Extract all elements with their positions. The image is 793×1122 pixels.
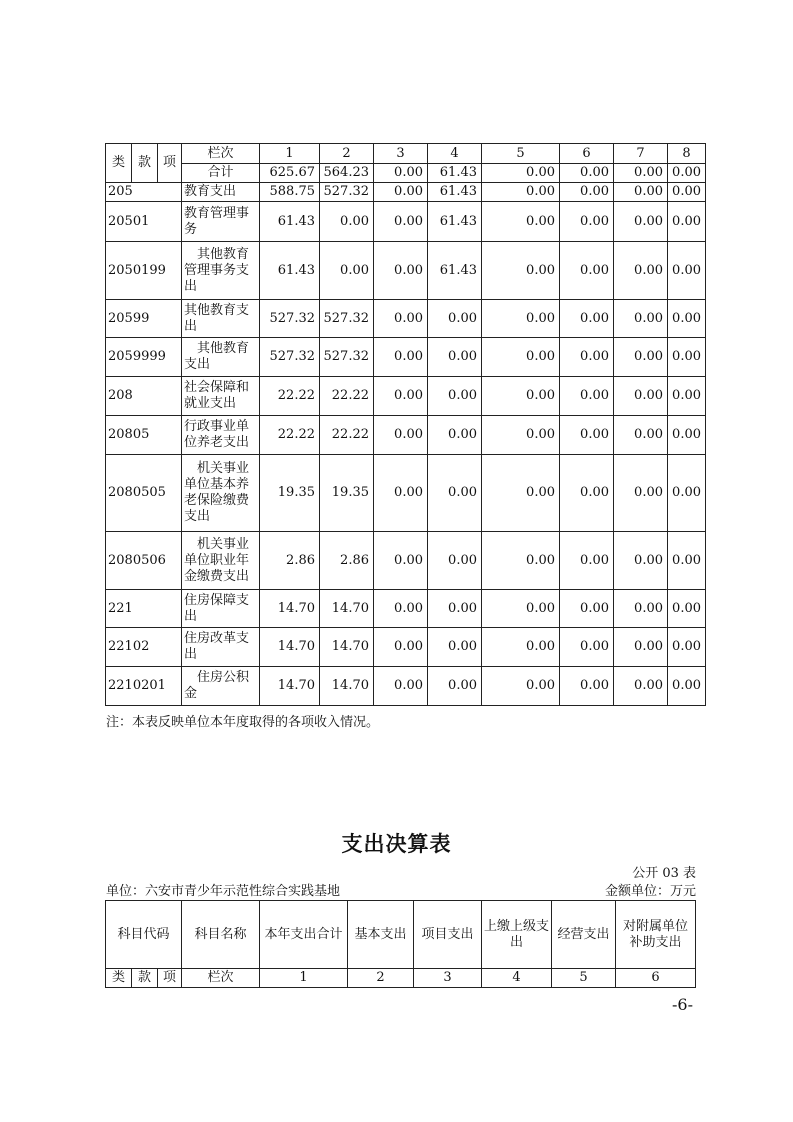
amount-cell: 0.00 — [482, 416, 560, 455]
amount-cell: 0.00 — [482, 338, 560, 377]
subject-name: 教育管理事务 — [182, 202, 260, 242]
amount-cell: 0.00 — [668, 667, 706, 706]
amount-cell: 0.00 — [560, 628, 614, 667]
col-number: 1 — [260, 144, 320, 164]
sub-xiang: 项 — [158, 969, 182, 988]
amount-cell: 0.00 — [560, 183, 614, 202]
page-number: -6- — [672, 995, 693, 1014]
header-kuan: 款 — [132, 144, 158, 183]
subject-code: 22102 — [106, 628, 182, 667]
col-number: 6 — [616, 969, 696, 988]
header-lei: 类 — [106, 144, 132, 183]
amount-cell: 61.43 — [260, 202, 320, 242]
sub-kuan: 款 — [132, 969, 158, 988]
amount-cell: 0.00 — [374, 532, 428, 590]
amount-cell: 0.00 — [668, 532, 706, 590]
table-row — [106, 183, 706, 202]
table-row — [106, 590, 706, 628]
total-label: 合计 — [182, 164, 260, 183]
amount-cell: 527.32 — [320, 183, 374, 202]
header-operating: 经营支出 — [552, 901, 616, 969]
amount-cell: 0.00 — [374, 590, 428, 628]
header-lanci: 栏次 — [182, 144, 260, 164]
amount-cell: 0.00 — [374, 455, 428, 532]
amount-cell: 0.00 — [428, 532, 482, 590]
amount-cell: 0.00 — [482, 242, 560, 300]
amount-cell: 0.00 — [482, 377, 560, 416]
total-value: 0.00 — [560, 164, 614, 183]
sub-lanci: 栏次 — [182, 969, 260, 988]
amount-cell: 0.00 — [482, 300, 560, 338]
amount-cell: 0.00 — [614, 242, 668, 300]
subject-name: 住房改革支出 — [182, 628, 260, 667]
table-row — [106, 455, 706, 532]
amount-cell: 527.32 — [320, 300, 374, 338]
table-row — [106, 338, 706, 377]
table-row — [106, 377, 706, 416]
table-row — [106, 667, 706, 706]
header-basic: 基本支出 — [348, 901, 414, 969]
amount-cell: 0.00 — [668, 377, 706, 416]
sub-lei: 类 — [106, 969, 132, 988]
subject-name: 其他教育支出 — [182, 300, 260, 338]
amount-cell: 0.00 — [614, 338, 668, 377]
col-number: 6 — [560, 144, 614, 164]
amount-cell: 22.22 — [320, 377, 374, 416]
amount-cell: 0.00 — [668, 416, 706, 455]
subject-name: 住房公积金 — [182, 667, 260, 706]
table-row — [106, 628, 706, 667]
amount-cell: 0.00 — [614, 377, 668, 416]
subject-code: 2059999 — [106, 338, 182, 377]
header-total: 本年支出合计 — [260, 901, 348, 969]
amount-cell: 0.00 — [428, 455, 482, 532]
page-title: 支出决算表 — [341, 832, 452, 856]
income-table — [105, 143, 706, 706]
amount-cell: 2.86 — [320, 532, 374, 590]
col-number: 8 — [668, 144, 706, 164]
amount-cell: 0.00 — [614, 202, 668, 242]
amount-cell: 0.00 — [482, 532, 560, 590]
subject-name: 机关事业单位职业年金缴费支出 — [182, 532, 260, 590]
amount-cell: 61.43 — [428, 242, 482, 300]
amount-cell: 527.32 — [320, 338, 374, 377]
subject-name: 其他教育支出 — [182, 338, 260, 377]
amount-cell: 0.00 — [482, 202, 560, 242]
amount-cell: 0.00 — [374, 300, 428, 338]
amount-cell: 0.00 — [428, 377, 482, 416]
money-unit-label: 金额单位：万元 — [604, 884, 696, 899]
unit-label: 单位：六安市青少年示范性综合实践基地 — [106, 884, 341, 899]
amount-cell: 0.00 — [482, 628, 560, 667]
col-number: 2 — [348, 969, 414, 988]
subject-code: 20599 — [106, 300, 182, 338]
amount-cell: 0.00 — [560, 377, 614, 416]
header-subsidy: 对附属单位补助支出 — [616, 901, 696, 969]
table-row — [106, 300, 706, 338]
subject-code: 221 — [106, 590, 182, 628]
total-value: 61.43 — [428, 164, 482, 183]
subject-name: 行政事业单位养老支出 — [182, 416, 260, 455]
subject-code: 2080506 — [106, 532, 182, 590]
col-number: 5 — [552, 969, 616, 988]
amount-cell: 0.00 — [320, 242, 374, 300]
col-number: 3 — [414, 969, 482, 988]
amount-cell: 0.00 — [614, 300, 668, 338]
amount-cell: 0.00 — [560, 242, 614, 300]
amount-cell: 0.00 — [374, 242, 428, 300]
amount-cell: 0.00 — [560, 338, 614, 377]
subject-code: 208 — [106, 377, 182, 416]
amount-cell: 0.00 — [668, 300, 706, 338]
amount-cell: 0.00 — [668, 455, 706, 532]
col-number: 5 — [482, 144, 560, 164]
amount-cell: 0.00 — [482, 590, 560, 628]
amount-cell: 19.35 — [260, 455, 320, 532]
table-row — [106, 416, 706, 455]
amount-cell: 0.00 — [374, 377, 428, 416]
amount-cell: 0.00 — [482, 183, 560, 202]
subject-name: 其他教育管理事务支出 — [182, 242, 260, 300]
amount-cell: 0.00 — [614, 416, 668, 455]
amount-cell: 0.00 — [668, 338, 706, 377]
amount-cell: 0.00 — [428, 338, 482, 377]
amount-cell: 14.70 — [320, 628, 374, 667]
total-value: 625.67 — [260, 164, 320, 183]
amount-cell: 0.00 — [560, 590, 614, 628]
col-number: 1 — [260, 969, 348, 988]
col-number: 7 — [614, 144, 668, 164]
amount-cell: 0.00 — [482, 455, 560, 532]
amount-cell: 0.00 — [560, 532, 614, 590]
col-number: 3 — [374, 144, 428, 164]
amount-cell: 0.00 — [614, 455, 668, 532]
amount-cell: 0.00 — [560, 667, 614, 706]
amount-cell: 61.43 — [428, 183, 482, 202]
amount-cell: 19.35 — [320, 455, 374, 532]
amount-cell: 14.70 — [260, 667, 320, 706]
header-xiang: 项 — [158, 144, 182, 183]
amount-cell: 0.00 — [614, 532, 668, 590]
subject-code: 20501 — [106, 202, 182, 242]
amount-cell: 0.00 — [668, 183, 706, 202]
amount-cell: 2.86 — [260, 532, 320, 590]
amount-cell: 0.00 — [374, 202, 428, 242]
col-number: 4 — [482, 969, 552, 988]
total-value: 0.00 — [614, 164, 668, 183]
subject-name: 住房保障支出 — [182, 590, 260, 628]
amount-cell: 14.70 — [320, 667, 374, 706]
amount-cell: 0.00 — [428, 300, 482, 338]
amount-cell: 0.00 — [614, 667, 668, 706]
header-subject-name: 科目名称 — [182, 901, 260, 969]
table-note: 注：本表反映单位本年度取得的各项收入情况。 — [106, 715, 380, 730]
amount-cell: 0.00 — [428, 590, 482, 628]
amount-cell: 0.00 — [614, 628, 668, 667]
table-row — [106, 202, 706, 242]
subject-code: 20805 — [106, 416, 182, 455]
amount-cell: 527.32 — [260, 338, 320, 377]
subject-code: 2080505 — [106, 455, 182, 532]
subject-name: 机关事业单位基本养老保险缴费支出 — [182, 455, 260, 532]
amount-cell: 0.00 — [374, 416, 428, 455]
amount-cell: 14.70 — [260, 590, 320, 628]
amount-cell: 61.43 — [428, 202, 482, 242]
amount-cell: 0.00 — [560, 202, 614, 242]
amount-cell: 0.00 — [428, 667, 482, 706]
amount-cell: 22.22 — [260, 377, 320, 416]
amount-cell: 14.70 — [260, 628, 320, 667]
amount-cell: 0.00 — [560, 416, 614, 455]
amount-cell: 527.32 — [260, 300, 320, 338]
header-remit: 上缴上级支出 — [482, 901, 552, 969]
header-project: 项目支出 — [414, 901, 482, 969]
amount-cell: 0.00 — [614, 590, 668, 628]
amount-cell: 0.00 — [668, 202, 706, 242]
subject-code: 2050199 — [106, 242, 182, 300]
amount-cell: 0.00 — [428, 416, 482, 455]
amount-cell: 0.00 — [374, 338, 428, 377]
amount-cell: 0.00 — [374, 628, 428, 667]
amount-cell: 588.75 — [260, 183, 320, 202]
amount-cell: 0.00 — [668, 590, 706, 628]
amount-cell: 0.00 — [320, 202, 374, 242]
amount-cell: 0.00 — [560, 300, 614, 338]
table-code: 公开 03 表 — [632, 866, 696, 881]
amount-cell: 0.00 — [668, 628, 706, 667]
amount-cell: 0.00 — [482, 667, 560, 706]
amount-cell: 0.00 — [614, 183, 668, 202]
header-subject-code: 科目代码 — [106, 901, 182, 969]
expenditure-table — [105, 900, 696, 988]
amount-cell: 0.00 — [374, 667, 428, 706]
amount-cell: 22.22 — [320, 416, 374, 455]
total-value: 0.00 — [482, 164, 560, 183]
table-row — [106, 532, 706, 590]
subject-name: 社会保障和就业支出 — [182, 377, 260, 416]
amount-cell: 61.43 — [260, 242, 320, 300]
amount-cell: 14.70 — [320, 590, 374, 628]
amount-cell: 0.00 — [374, 183, 428, 202]
subject-code: 2210201 — [106, 667, 182, 706]
amount-cell: 0.00 — [428, 628, 482, 667]
table-row — [106, 242, 706, 300]
subject-code: 205 — [106, 183, 182, 202]
total-value: 0.00 — [374, 164, 428, 183]
amount-cell: 0.00 — [668, 242, 706, 300]
amount-cell: 22.22 — [260, 416, 320, 455]
col-number: 2 — [320, 144, 374, 164]
subject-name: 教育支出 — [182, 183, 260, 202]
amount-cell: 0.00 — [560, 455, 614, 532]
col-number: 4 — [428, 144, 482, 164]
total-value: 0.00 — [668, 164, 706, 183]
total-value: 564.23 — [320, 164, 374, 183]
